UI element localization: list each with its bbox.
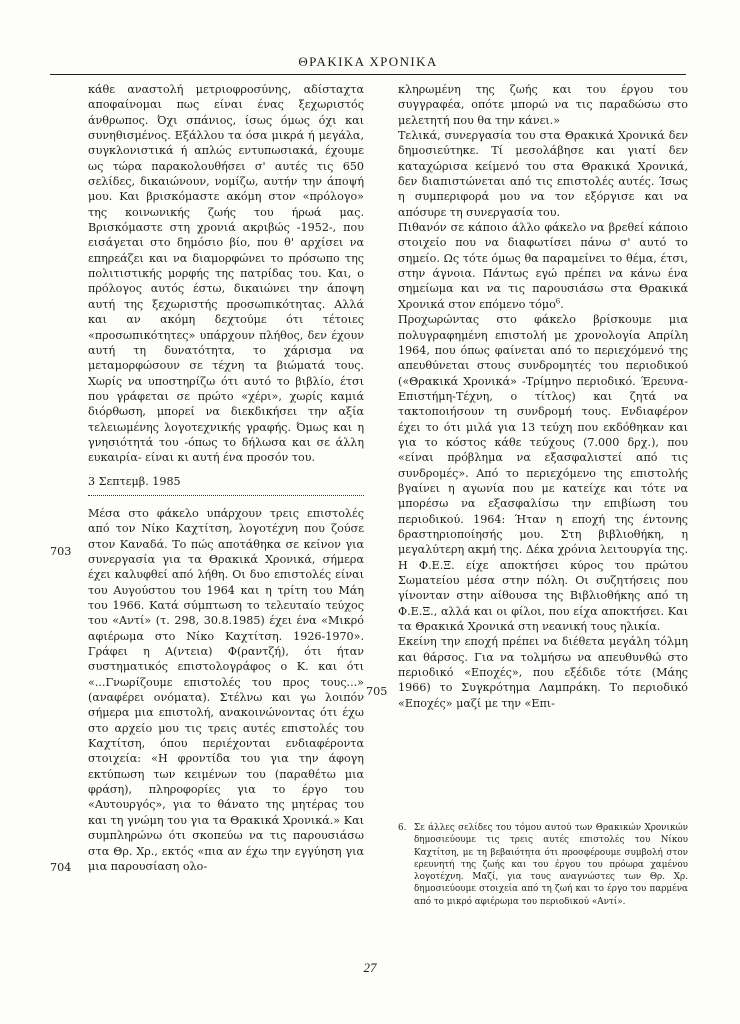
right-column xyxy=(398,82,688,711)
right-paragraph-2: Τελικά, συνεργασία του στα Θρακικά Χρονικά δεν δημοσιεύτηκε. Τί μεσολάβησε και γιατί δεν καταχώρισα κείμενό του στα Θρακικά Χρονικά, δεν διαπιστώνεται από τις επιστολές αυτές. Ίσως η συμπεριφορά μου να τον εξόργισε και να απόσυρε τη συνεργασία του. xyxy=(398,129,688,219)
footnotes xyxy=(398,822,688,908)
running-header: ΘΡΑΚΙΚΑ ΧΡΟΝΙΚΑ xyxy=(298,54,438,69)
left-column xyxy=(88,82,364,874)
margin-number-704: 704 xyxy=(50,861,72,874)
left-paragraph-703: Μέσα στο φάκελο υπάρχουν τρεις επιστολές από τον Νίκο Καχτίτση, λογοτέχνη που ζούσε στον Καναδά. Το πώς αποτάθηκα σε κείνον για συνεργασία για τα Θρακικά Χρονικά, σήμερα έχει καλυφθεί από λήθη. Οι δυο επιστολές είναι του Αυγούστου του 1964 και η τρίτη του Μάη του 1966. Κατά σύμπτωση το τελευταίο τεύχος του «Αντί» (τ. 298, 30.8.1985) έχει ένα «Μικρό αφιέρωμα στο Νίκο Καχτίτση. 1926-1970». Γράφει η Α(ντεια) Φ(ραντζή), ότι ήταν συστηματικός επιστολογράφος ο Κ. και ότι «...Γνωρίζουμε επιστολές του προς τους...» (αναφέρει ονόματα). Στέλνω και γω λοιπόν σήμερα μια επιστολή, ανακοινώνοντας ότι έχω στο αρχείο μου τις τρεις αυτές επιστολές του Καχτίτση, όπου περιέχονται ενδιαφέροντα στοιχεία: «Η φροντίδα του για την άφογη εκτύπωση των κειμένων του (παραθέτω μια φράση), πληροφορίες για το έργο του «Αυτουργός», για το θάνατο της μητέρας του και τη γνώμη του για τα Θρακικά Χρονικά.» Και συμπληρώνω ότι σκοπεύω να τις παρουσιάσω στα Θρ. Χρ., εκτός «πια αν έχω την εγγύηση για μια παρουσίαση ολο- xyxy=(88,506,364,873)
left-paragraph-1: κάθε αναστολή μετριοφροσύνης, αδίσταχτα αποφαίνομαι πως είναι ένας ξεχωριστός άνθρωπος. Όχι σπάνιος, ίσως όμως όχι και συνηθισμένος. Εξάλλου τα όσα μικρά ή μεγάλα, συγκλονιστικά ή απλώς εντυπωσιακά, έχουμε ως τώρα παρακολουθήσει σ' αυτές τις 650 σελίδες, δικαιώνουν, νομίζω, αυτήν την άποψή μου. Και βρισκόμαστε ακόμη στον «πρόλογο» της κοινωνικής ζωής του ήρωά μας. Βρισκόμαστε στη χρονιά ακριβώς -1952-, που εισάγεται στο δημόσιο βίο, που θ' αρχίσει να επηρεάζει και να διαμορφώνει το πρόσωπο της πολιτιστικής μορφής της πατρίδας του. Και, ο πρόλογος αυτός έστω, δικαιώνει την άποψη αυτή της ξεχωριστής προσωπικότητας. Αλλά και αν ακόμη δεχτούμε ότι τέτοιες «προσωπικότητες» υπάρχουν πλήθος, δεν έχουν αυτή τη δυνατότητα, το χάρισμα να μεταμορφώσουν σε τέχνη τα βιώματά τους. Χωρίς να υποστηρίζω ότι αυτό το βιβλίο, έτσι που γράφεται σε πρώτο «χέρι», χωρίς καμιά διόρθωση, μπορεί να διεκδικήσει την αξία τελειωμένης λογοτεχνικής γραφής. Όμως και η γνησιότητά του -όπως το δήλωσα και σε άλλη ευκαιρία- είναι κι αυτή ένα προσόν του. xyxy=(88,83,364,465)
margin-number-705: 705 xyxy=(366,685,388,698)
footnote-text: Σε άλλες σελίδες του τόμου αυτού των Θρακικών Χρονικών δημοσιεύουμε τις τρεις αυτές επιστολές του Νίκου Καχτίτση, με τη βεβαιότητα ότι προσφέρουμε συμβολή στον ερευνητή της ζωής και του έργου του πρόωρα χαμένου λογοτέχνη. Μαζί, για τους αναγνώστες των Θρ. Χρ. δημοσιεύουμε στοιχεία από τη ζωή και το έργο του παρμένα από το μικρό αφιέρωμα του περιοδικού «Αντί». xyxy=(414,823,688,907)
header-rule xyxy=(50,74,686,75)
right-paragraph-3-text: Πιθανόν σε κάποιο άλλο φάκελο να βρεθεί κάποιο στοιχείο που να διαφωτίσει πάνω σ' αυτό το σημείο. Ως τότε όμως θα παραμείνει το θέμα, έτσι, στην άγνοια. Πάντως εγώ πρέπει να κάνω ένα σημείωμα και να τις παρουσιάσω στα Θρακικά Χρονικά στον επόμενο τόμο xyxy=(398,221,688,311)
right-paragraph-4: Προχωρώντας στο φάκελο βρίσκουμε μια πολυγραφημένη επιστολή με χρονολογία Απρίλη 1964, που όπως φαίνεται από το περιεχόμενό της απευθύνεται στους συνδρομητές του περιοδικού («Θρακικά Χρονικά» -Τρίμηνο περιοδικό. Έρευνα-Επιστήμη-Τέχνη, ο τίτλος) και ζητά να τακτοποιήσουν τη συνδρομή τους. Ενδιαφέρον έχει το ότι μιλά για 13 τεύχη που εκδόθηκαν και για το κόστος κάθε τεύχους (7.000 δρχ.), που «είναι πρόβλημα να εξασφαλιστεί από τις συνδρομές». Από το περιεχόμενο της επιστολής βγαίνει η αγωνία που με κατείχε και τότε να μπορέσω να εξασφαλίσω την επιβίωση του περιοδικού. 1964: Ήταν η εποχή της έντονης δραστηριοποίησής μου. Στη βιβλιοθήκη, η μεγαλύτερη ακμή της. Δέκα χρόνια λειτουργία της. Η Φ.Ε.Ξ. είχε αποκτήσει κύρος του πρώτου Σωματείου μέσα στην πόλη. Οι συζητήσεις που γίνονταν στην αίθουσα της Βιβλιοθήκης από τη Φ.Ε.Ξ., αλλά και οι φίλοι, που είχα αποκτήσει. Και τα Θρακικά Χρονικά στη νεανική τους ηλικία. xyxy=(398,313,688,634)
page-number: 27 xyxy=(363,960,377,975)
margin-number-703: 703 xyxy=(50,545,72,558)
right-paragraph-1: κληρωμένη της ζωής και του έργου του συγγραφέα, οπότε μπορώ να τις παραδώσω στο μελετητή που θα την κάνει.» xyxy=(398,83,688,127)
footnote-number: 6. xyxy=(398,823,407,833)
right-paragraph-3: Πιθανόν σε κάποιο άλλο φάκελο να βρεθεί κάποιο στοιχείο που να διαφωτίσει πάνω σ' αυτό το σημείο. Ως τότε όμως θα παραμείνει το θέμα, έτσι, στην άγνοια. Πάντως εγώ πρέπει να κάνω ένα σημείωμα και να τις παρουσιάσω στα Θρακικά Χρονικά στον επόμενο τόμο$^6$. xyxy=(398,221,688,311)
dated-signature: 3 Σεπτεμβ. 1985 xyxy=(88,474,181,488)
footnote-reference: 6 xyxy=(555,297,561,306)
right-paragraph-705: Εκείνη την εποχή πρέπει να διέθετα μεγάλη τόλμη και θάρσος. Για να τολμήσω να απευθυνθώ στο περιοδικό «Εποχές», που εξέδιδε τότε (Μάης 1966) το Συγκρότημα Λαμπράκη. Το περιοδικό «Εποχές» μαζί με την «Επι- xyxy=(398,635,688,710)
dotted-separator xyxy=(88,495,364,496)
footnote-6 xyxy=(398,822,688,908)
